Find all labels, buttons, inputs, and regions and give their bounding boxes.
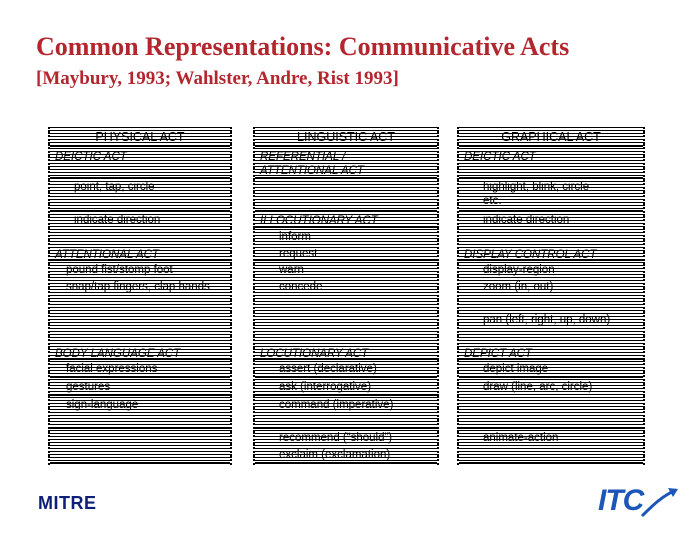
graphical-act-column bbox=[457, 127, 645, 465]
category-attentional-act: ATTENTIONAL ACT bbox=[50, 244, 230, 262]
list-item-empty bbox=[255, 177, 437, 210]
list-item: request bbox=[255, 244, 437, 261]
category-deictic-act: DEICTIC ACT bbox=[50, 146, 230, 178]
list-item-empty bbox=[50, 428, 230, 445]
list-item-empty bbox=[50, 445, 230, 463]
list-item: depict image bbox=[459, 359, 643, 377]
list-item: indicate direction bbox=[459, 210, 643, 243]
list-item bbox=[459, 310, 643, 342]
list-item bbox=[459, 377, 643, 409]
category-illocutionary-act: ILLOCUTIONARY ACT bbox=[255, 210, 437, 228]
itc-logo: ITC bbox=[598, 484, 644, 517]
list-item: zoom (in, out) bbox=[459, 277, 643, 310]
itc-swoosh-icon bbox=[640, 486, 680, 520]
list-item: concede bbox=[255, 277, 437, 310]
slide-subtitle: [Maybury, 1993; Wahlster, Andre, Rist 1993] bbox=[36, 68, 399, 89]
list-item: assert (declarative) bbox=[255, 359, 437, 377]
linguistic-act-column bbox=[253, 127, 439, 465]
list-item: ask (interrogative) bbox=[255, 377, 437, 394]
category-locutionary-act: LOCUTIONARY ACT bbox=[255, 343, 437, 361]
list-item: display-region bbox=[459, 260, 643, 277]
list-item: inform bbox=[255, 227, 437, 244]
list-item: snap/tap fingers, clap hands bbox=[50, 277, 230, 310]
column-header: GRAPHICAL ACT bbox=[459, 127, 643, 148]
category-referential-attentional-act: REFERENTIAL / ATTENTIONAL ACT bbox=[255, 146, 437, 180]
list-item: pound fist/stomp foot bbox=[50, 260, 230, 277]
column-header: LINGUISTIC ACT bbox=[255, 127, 437, 148]
list-item-text: pan (left, right, up, down) bbox=[483, 314, 611, 326]
list-item-text: draw (line, arc, circle) bbox=[483, 381, 593, 393]
list-item: indicate direction bbox=[50, 210, 230, 243]
physical-act-column bbox=[48, 127, 232, 465]
slide-title: Common Representations: Communicative Acts bbox=[36, 32, 570, 61]
list-item: exclaim (exclamation) bbox=[255, 445, 437, 463]
category-deictic-act: DEICTIC ACT bbox=[459, 146, 643, 178]
list-item: sign-language bbox=[50, 395, 230, 428]
list-item: animate-action bbox=[459, 428, 643, 445]
list-item bbox=[459, 177, 643, 208]
list-item: command (imperative) bbox=[255, 395, 437, 428]
list-item: point, tap, circle bbox=[50, 177, 230, 210]
category-display-control-act: DISPLAY CONTROL ACT bbox=[459, 244, 643, 262]
column-header: PHYSICAL ACT bbox=[50, 127, 230, 148]
list-item-empty bbox=[459, 445, 643, 463]
mitre-logo: MITRE bbox=[38, 493, 97, 513]
category-depict-act: DEPICT ACT bbox=[459, 343, 643, 361]
list-item: recommend (“should”) bbox=[255, 428, 437, 445]
list-item: gestures bbox=[50, 377, 230, 394]
category-body-language-act: BODY LANGUAGE ACT bbox=[50, 343, 230, 361]
list-item-empty bbox=[50, 310, 230, 344]
list-item-text: highlight, blink, circle etc. bbox=[483, 181, 590, 207]
list-item-empty bbox=[255, 310, 437, 344]
list-item: facial expressions bbox=[50, 359, 230, 377]
list-item: warn bbox=[255, 260, 437, 277]
